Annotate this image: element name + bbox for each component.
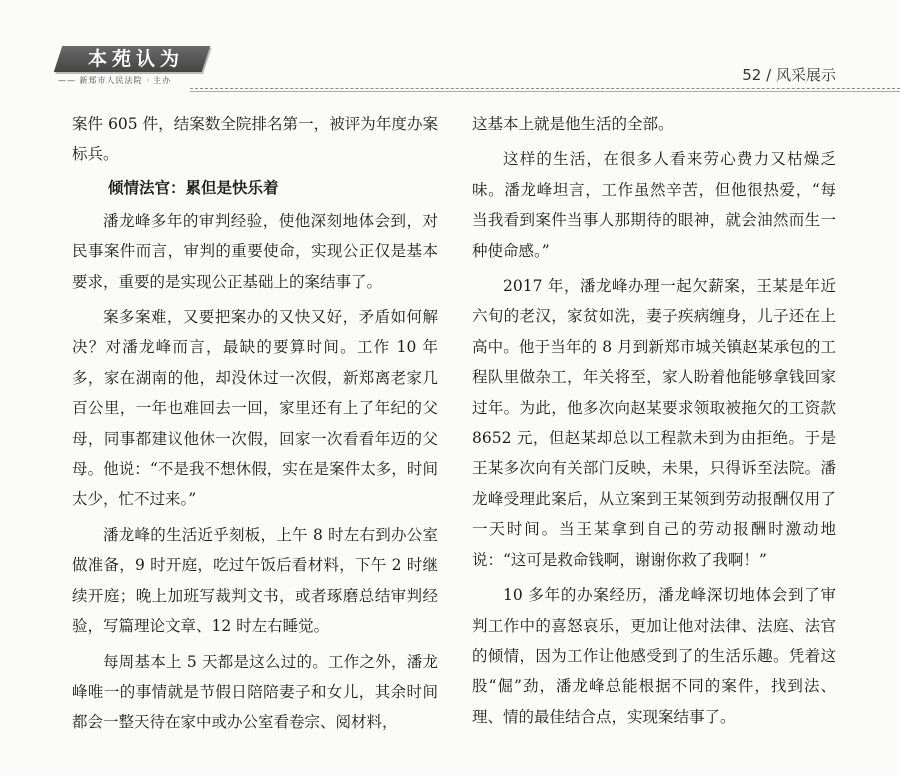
paragraph: 这样的生活，在很多人看来劳心费力又枯燥乏味。潘龙峰坦言，工作虽然辛苦，但他很热爱，“每当我看到案件当事人那期待的眼神，就会油然而生一种使命感。”	[472, 150, 836, 260]
right-column	[472, 109, 836, 732]
publisher-line: —— 新郑市人民法院 · 主办	[58, 76, 172, 85]
header-rule-thin	[190, 91, 900, 92]
page-header	[0, 0, 900, 100]
paragraph: 案多案难，又要把案办的又快又好，矛盾如何解决？对潘龙峰而言，最缺的要算时间。工作 10 年多，家在湖南的他，却没休过一次假，新郑离老家几百公里，一年也难回去一回，家里还有上了年纪的父母，同事都建议他休一次假，回家一次看看年迈的父母。他说：“不是我不想休假，实在是案件太多，时间太少，忙不过来。”	[72, 308, 438, 509]
section-heading: 倾情法官：累但是快乐着	[108, 178, 279, 197]
paragraph: 潘龙峰多年的审判经验，使他深刻地体会到，对民事案件而言，审判的重要使命，实现公正仅是基本要求，重要的是实现公正基础上的案结事了。	[72, 211, 438, 291]
paragraph: 每周基本上 5 天都是这么过的。工作之外，潘龙峰唯一的事情就是节假日陪陪妻子和女儿，其余时间都会一整天待在家中或办公室看卷宗、阅材料，	[72, 652, 438, 732]
left-column	[72, 109, 438, 738]
section-name: 风采展示	[775, 66, 836, 84]
page-separator: /	[766, 66, 772, 84]
header-rule	[190, 88, 900, 89]
column-title: 本苑认为	[87, 48, 184, 70]
paragraph-continued: 这基本上就是他生活的全部。	[472, 115, 674, 133]
paragraph-continued: 案件 605 件，结案数全院排名第一，被评为年度办案标兵。	[72, 115, 438, 164]
paragraph: 10 多年的办案经历，潘龙峰深切地体会到了审判工作中的喜怒哀乐，更加让他对法律、法庭、法官的倾情，因为工作让他感受到了的生活乐趣。凭着这股“倔”劲，潘龙峰总能根据不同的案件，找到法、理、情的最佳结合点，实现案结事了。	[472, 586, 836, 726]
page-number: 52	[742, 66, 762, 84]
paragraph: 2017 年，潘龙峰办理一起欠薪案，王某是年近六旬的老汉，家贫如洗，妻子疾病缠身，儿子还在上高中。他于当年的 8 月到新郑市城关镇赵某承包的工程队里做杂工，年关将至，家人盼着他能够拿钱回家过年。为此，他多次向赵某要求领取被拖欠的工资款 8652 元，但赵某却总以工程款未到为由拒绝。于是王某多次向有关部门反映，未果，只得诉至法院。潘龙峰受理此案后，从立案到王某领到劳动报酬仅用了一天时间。当王某拿到自己的劳动报酬时激动地说：“这可是救命钱啊，谢谢你救了我啊！”	[472, 277, 836, 569]
page-marker	[742, 65, 836, 85]
paragraph: 潘龙峰的生活近乎刻板，上午 8 时左右到办公室做准备，9 时开庭，吃过午饭后看材料，下午 2 时继续开庭；晚上加班写裁判文书，或者琢磨总结审判经验，写篇理论文章、12 时左右睡觉。	[72, 525, 438, 636]
